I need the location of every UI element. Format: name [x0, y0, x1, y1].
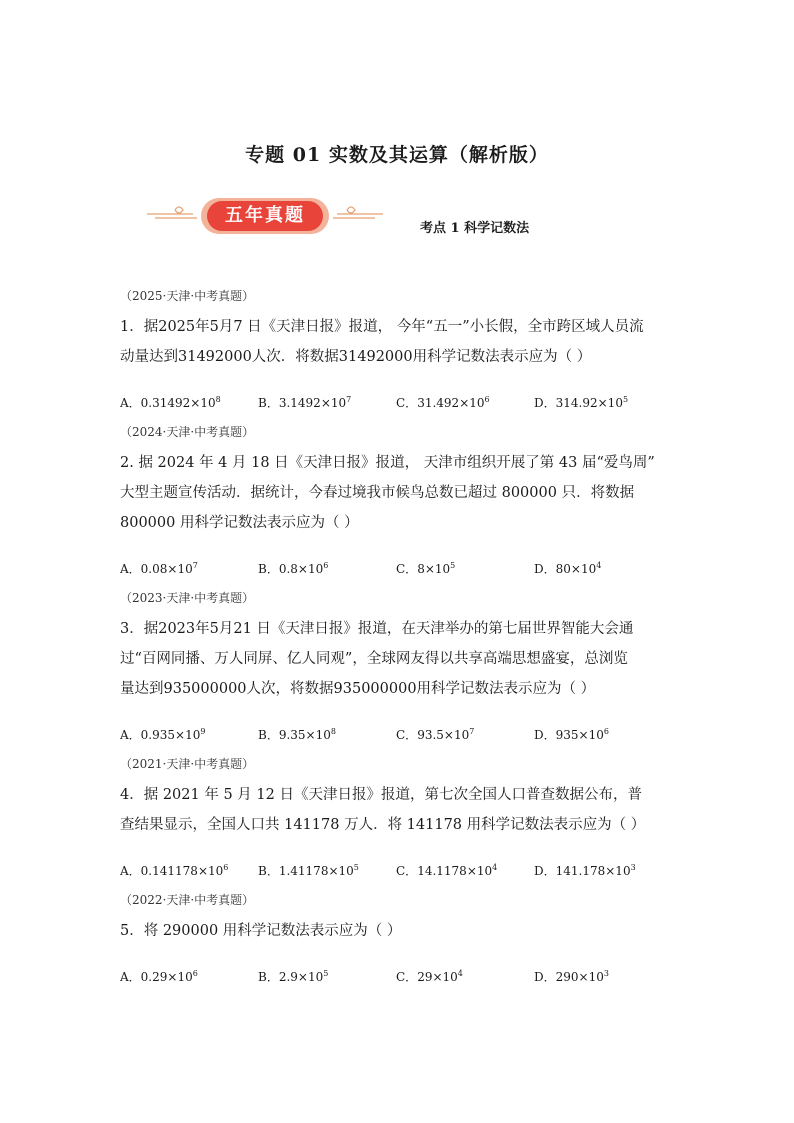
question-stem-line: 2. 据 2024 年 4 月 18 日《天津日报》报道， 天津市组织开展了第 43 届“爱鸟周”	[120, 455, 655, 471]
question-stem	[120, 312, 690, 372]
option-mantissa: 3.1492	[278, 396, 321, 410]
question-stem	[120, 780, 690, 840]
answer-option[interactable]	[534, 394, 672, 412]
answer-option[interactable]	[534, 726, 672, 744]
times-ten: ×10	[320, 396, 347, 410]
question-stem-line: 3．据2023年5月21 日《天津日报》报道，在天津举办的第七届世界智能大会通	[120, 621, 634, 637]
option-label: C．	[396, 864, 418, 878]
question-block	[120, 756, 690, 880]
answer-options	[120, 394, 690, 412]
option-mantissa: 0.31492	[140, 396, 191, 410]
times-ten: ×10	[432, 970, 458, 984]
times-ten: ×10	[175, 728, 201, 742]
option-mantissa: 1.41178	[278, 864, 329, 878]
option-mantissa: 0.141178	[140, 864, 198, 878]
times-ten: ×10	[305, 728, 331, 742]
times-ten: ×10	[167, 562, 193, 576]
option-label: D．	[534, 864, 556, 878]
question-source: （2024·天津·中考真题）	[120, 425, 255, 439]
option-label: D．	[534, 728, 556, 742]
question-block	[120, 590, 690, 744]
answer-options	[120, 862, 690, 880]
answer-option[interactable]	[258, 394, 396, 412]
option-label: A．	[120, 970, 141, 984]
option-exponent: 4	[457, 969, 463, 978]
option-mantissa: 314.92	[555, 396, 598, 410]
option-label: D．	[534, 562, 556, 576]
answer-option[interactable]	[396, 862, 534, 880]
option-mantissa: 29	[417, 970, 433, 984]
times-ten: ×10	[578, 728, 604, 742]
option-label: A．	[120, 864, 141, 878]
answer-option[interactable]	[534, 560, 672, 578]
times-ten: ×10	[578, 970, 604, 984]
option-label: D．	[534, 970, 556, 984]
answer-option[interactable]	[258, 968, 396, 986]
times-ten: ×10	[570, 562, 597, 576]
question-stem-line: 大型主题宣传活动．据统计，今春过境我市候鸟总数已超过 800000 只．将数据	[120, 485, 635, 501]
option-label: C．	[396, 728, 418, 742]
option-mantissa: 2.9	[278, 970, 298, 984]
times-ten: ×10	[167, 970, 193, 984]
times-ten: ×10	[297, 970, 324, 984]
answer-option[interactable]	[120, 394, 258, 412]
question-stem-line: 1．据2025年5月7 日《天津日报》报道， 今年“五一”小长假，全市跨区域人员流	[120, 319, 644, 335]
option-label: C．	[396, 396, 418, 410]
option-mantissa: 8	[417, 562, 425, 576]
answer-options	[120, 560, 690, 578]
option-exponent: 5	[353, 863, 359, 872]
question-stem	[120, 448, 690, 538]
option-exponent: 3	[603, 969, 609, 978]
option-label: B．	[258, 970, 279, 984]
banner-label: 五年真题	[225, 205, 305, 226]
answer-option[interactable]	[534, 862, 672, 880]
answer-option[interactable]	[120, 726, 258, 744]
answer-option[interactable]	[258, 862, 396, 880]
answer-option[interactable]	[120, 862, 258, 880]
option-exponent: 6	[192, 969, 198, 978]
question-stem-line: 过“百网同播、万人同屏、亿人同观”，全球网友得以共享高端思想盛宴，总浏览	[120, 651, 628, 667]
times-ten: ×10	[197, 864, 224, 878]
option-mantissa: 0.935	[140, 728, 176, 742]
option-label: B．	[258, 864, 279, 878]
times-ten: ×10	[297, 562, 324, 576]
answer-options	[120, 968, 690, 986]
option-label: B．	[258, 728, 279, 742]
option-mantissa: 93.5	[417, 728, 444, 742]
option-exponent: 4	[492, 863, 498, 872]
times-ten: ×10	[443, 728, 470, 742]
question-stem-line: 量达到935000000人次，将数据935000000用科学记数法表示应为（ ）	[120, 681, 596, 697]
option-mantissa: 0.8	[278, 562, 298, 576]
option-mantissa: 0.29	[140, 970, 168, 984]
times-ten: ×10	[459, 396, 485, 410]
question-source: （2021·天津·中考真题）	[120, 757, 255, 771]
answer-option[interactable]	[258, 726, 396, 744]
option-exponent: 5	[323, 969, 329, 978]
option-exponent: 6	[484, 395, 490, 404]
option-label: A．	[120, 562, 141, 576]
option-exponent: 5	[622, 395, 629, 404]
answer-option[interactable]	[396, 394, 534, 412]
section-heading: 考点 1 科学记数法	[420, 221, 530, 236]
question-block	[120, 892, 690, 986]
question-stem	[120, 916, 690, 946]
option-label: A．	[120, 728, 141, 742]
question-stem-line: 动量达到31492000人次．将数据31492000用科学记数法表示应为（ ）	[120, 349, 592, 365]
times-ten: ×10	[328, 864, 354, 878]
option-label: B．	[258, 562, 279, 576]
option-label: C．	[396, 970, 418, 984]
times-ten: ×10	[424, 562, 451, 576]
option-label: C．	[396, 562, 418, 576]
option-exponent: 5	[450, 561, 456, 570]
option-label: D．	[534, 396, 556, 410]
option-mantissa: 14.1178	[417, 864, 467, 878]
question-list	[120, 288, 690, 998]
answer-option[interactable]	[396, 726, 534, 744]
question-block	[120, 424, 690, 578]
option-exponent: 8	[330, 727, 336, 736]
answer-option[interactable]	[534, 968, 672, 986]
option-exponent: 4	[596, 561, 602, 570]
option-exponent: 7	[469, 727, 475, 736]
option-mantissa: 80	[555, 562, 571, 576]
option-mantissa: 0.08	[140, 562, 168, 576]
answer-option[interactable]	[396, 968, 534, 986]
question-block	[120, 288, 690, 412]
option-exponent: 8	[215, 395, 221, 404]
times-ten: ×10	[466, 864, 493, 878]
option-exponent: 9	[200, 727, 206, 736]
option-mantissa: 935	[555, 728, 579, 742]
option-mantissa: 141.178	[555, 864, 606, 878]
answer-option[interactable]	[120, 968, 258, 986]
times-ten: ×10	[190, 396, 216, 410]
answer-option[interactable]	[258, 560, 396, 578]
question-source: （2025·天津·中考真题）	[120, 289, 255, 303]
option-exponent: 6	[223, 863, 229, 872]
option-label: A．	[120, 396, 141, 410]
option-exponent: 7	[192, 561, 198, 570]
times-ten: ×10	[605, 864, 631, 878]
option-mantissa: 9.35	[278, 728, 306, 742]
question-stem-line: 查结果显示，全国人口共 141178 万人．将 141178 用科学记数法表示应为（ ）	[120, 817, 646, 833]
option-mantissa: 290	[555, 970, 579, 984]
answer-option[interactable]	[120, 560, 258, 578]
question-stem-line: 5．将 290000 用科学记数法表示应为（ ）	[120, 923, 402, 939]
question-stem-line: 800000 用科学记数法表示应为（ ）	[120, 515, 359, 531]
answer-option[interactable]	[396, 560, 534, 578]
option-exponent: 7	[346, 395, 352, 404]
question-stem	[120, 614, 690, 704]
option-exponent: 3	[630, 863, 636, 872]
question-source: （2023·天津·中考真题）	[120, 591, 255, 605]
answer-options	[120, 726, 690, 744]
option-label: B．	[258, 396, 279, 410]
times-ten: ×10	[597, 396, 623, 410]
question-stem-line: 4．据 2021 年 5 月 12 日《天津日报》报道，第七次全国人口普查数据公布，普	[120, 787, 642, 803]
page-title: 专题 01 实数及其运算（解析版）	[245, 144, 549, 166]
option-mantissa: 31.492	[417, 396, 460, 410]
five-year-exam-banner	[145, 196, 385, 236]
question-source: （2022·天津·中考真题）	[120, 893, 255, 907]
option-exponent: 6	[603, 727, 609, 736]
option-exponent: 6	[323, 561, 329, 570]
